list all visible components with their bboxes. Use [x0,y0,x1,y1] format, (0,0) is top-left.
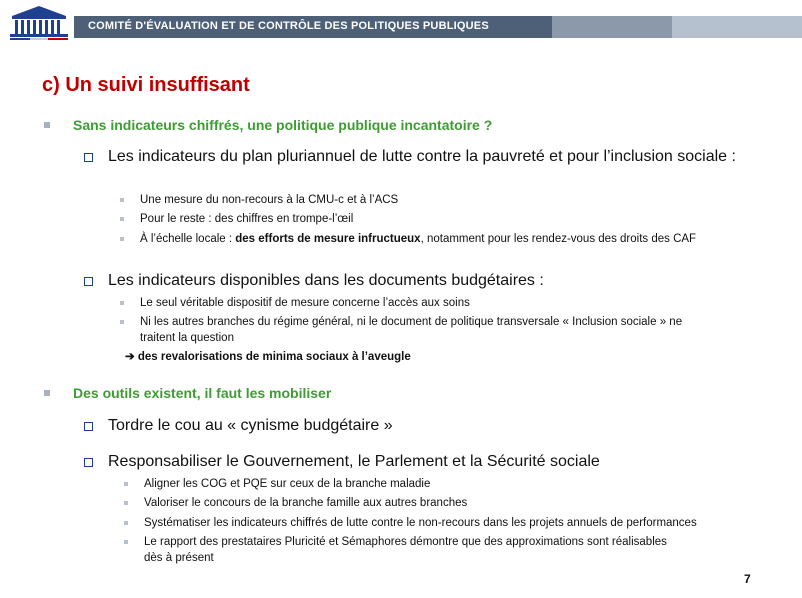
point-text: Responsabiliser le Gouvernement, le Parlement et la Sécurité sociale [108,453,600,470]
point-text: Tordre le cou au « cynisme budgétaire » [108,417,393,434]
dot-bullet-icon [124,501,128,505]
point-text: Les indicateurs disponibles dans les documents budgétaires : [108,272,544,289]
dot-bullet-icon [120,237,124,241]
conclusion-arrow-text: ➔ des revalorisations de minima sociaux à l’aveugle [125,351,411,363]
slide-title: c) Un suivi insuffisant [42,74,250,96]
dot-bullet-icon [120,320,124,324]
page-number: 7 [744,572,751,586]
dot-bullet-icon [120,301,124,305]
assemblee-nationale-logo-icon [4,2,74,42]
header-bar-segment [552,16,672,38]
square-bullet-icon [44,122,50,128]
dot-bullet-icon [124,482,128,486]
header-title: COMITÉ D'ÉVALUATION ET DE CONTRÔLE DES POLITIQUES PUBLIQUES [88,20,489,32]
dot-bullet-icon [124,540,128,544]
header-bar-segment [672,16,802,38]
point-text: Les indicateurs du plan pluriannuel de lutte contre la pauvreté et pour l’inclusion sociale : [108,148,736,165]
checkbox-bullet-icon [84,458,93,467]
dot-bullet-icon [120,198,124,202]
checkbox-bullet-icon [84,277,93,286]
square-bullet-icon [44,390,50,396]
slide-header [0,0,802,46]
dot-bullet-icon [120,217,124,221]
checkbox-bullet-icon [84,153,93,162]
dot-bullet-icon [124,521,128,525]
checkbox-bullet-icon [84,422,93,431]
